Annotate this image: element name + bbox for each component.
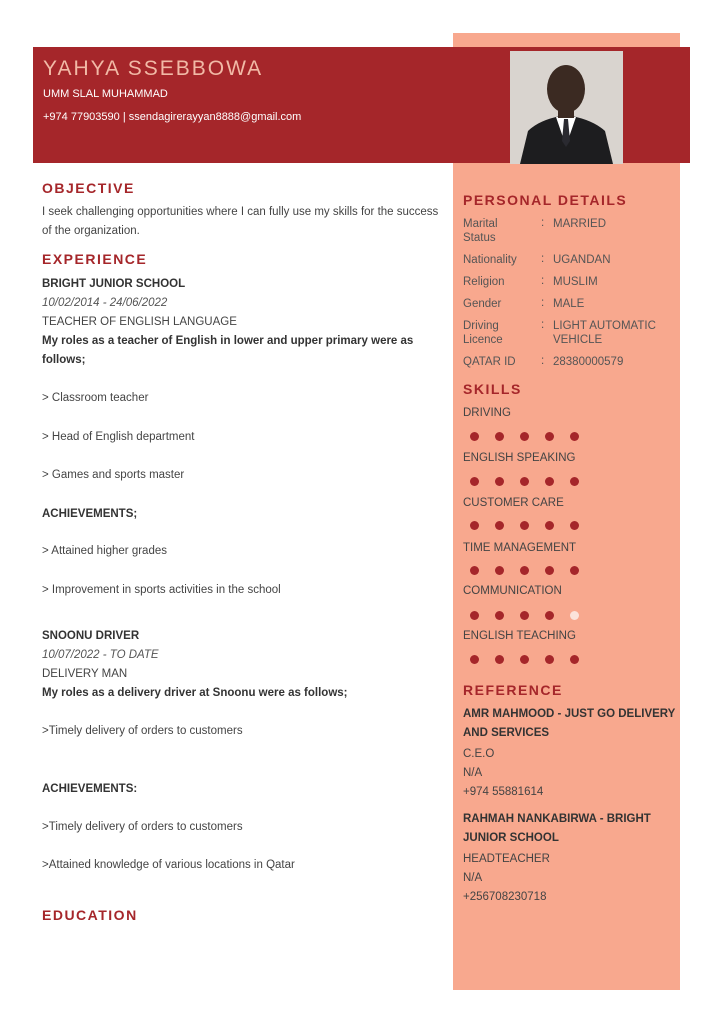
achievements-heading: ACHIEVEMENTS: <box>42 783 138 795</box>
personal-colon: : <box>541 275 545 287</box>
personal-value: MUSLIM <box>553 276 598 288</box>
skill-dot <box>495 477 504 486</box>
profile-photo-image <box>510 51 623 164</box>
personal-colon: : <box>541 355 545 367</box>
achievement-item: >Timely delivery of orders to customers <box>42 821 243 833</box>
skill-dot <box>520 655 529 664</box>
skill-dot <box>520 566 529 575</box>
objective-heading: OBJECTIVE <box>42 180 135 196</box>
skill-dot <box>520 611 529 620</box>
skill-dot <box>570 611 579 620</box>
skill-dot <box>520 521 529 530</box>
personal-colon: : <box>541 253 545 265</box>
skill-name: DRIVING <box>463 407 511 419</box>
skill-dot <box>470 477 479 486</box>
job-intro: My roles as a delivery driver at Snoonu were as follows; <box>42 687 348 699</box>
personal-details-heading: PERSONAL DETAILS <box>463 192 628 208</box>
reference-email: N/A <box>463 872 483 884</box>
personal-label: Marital Status <box>463 218 498 244</box>
job-duty: >Timely delivery of orders to customers <box>42 725 243 737</box>
personal-value: MALE <box>553 298 585 310</box>
skill-name: COMMUNICATION <box>463 585 562 597</box>
job-role: DELIVERY MAN <box>42 668 128 680</box>
reference-heading: REFERENCE <box>463 682 563 698</box>
skill-name: TIME MANAGEMENT <box>463 542 577 554</box>
job-employer: BRIGHT JUNIOR SCHOOL <box>42 278 186 290</box>
skill-name: CUSTOMER CARE <box>463 497 564 509</box>
experience-heading: EXPERIENCE <box>42 251 148 267</box>
skill-dot <box>495 611 504 620</box>
skill-dot <box>495 655 504 664</box>
skill-dot <box>570 432 579 441</box>
skill-dot <box>545 566 554 575</box>
personal-value: MARRIED <box>553 218 607 230</box>
candidate-name: YAHYA SSEBBOWA <box>43 57 264 80</box>
skill-dot <box>470 521 479 530</box>
profile-photo <box>510 51 623 164</box>
personal-value: LIGHT AUTOMATIC VEHICLE <box>553 320 656 346</box>
skill-dot <box>545 521 554 530</box>
skill-dot <box>545 611 554 620</box>
skill-dot <box>470 432 479 441</box>
skill-dot <box>520 477 529 486</box>
reference-name: AMR MAHMOOD - JUST GO DELIVERY AND SERVICES <box>463 708 676 739</box>
achievement-item: >Attained knowledge of various locations in Qatar <box>42 859 295 871</box>
skill-dot <box>545 432 554 441</box>
achievements-heading: ACHIEVEMENTS; <box>42 508 138 520</box>
reference-name: RAHMAH NANKABIRWA - BRIGHT JUNIOR SCHOOL <box>463 813 651 844</box>
education-heading: EDUCATION <box>42 907 138 923</box>
personal-colon: : <box>541 319 545 331</box>
skill-dot <box>570 477 579 486</box>
job-duty: > Classroom teacher <box>42 392 149 404</box>
candidate-contact: +974 77903590 | ssendagirerayyan8888@gmail.com <box>43 111 302 123</box>
reference-position: C.E.O <box>463 748 495 760</box>
skill-dot <box>495 521 504 530</box>
job-intro: My roles as a teacher of English in lower and upper primary were as follows; <box>42 335 414 366</box>
skill-dot <box>470 611 479 620</box>
skills-heading: SKILLS <box>463 381 522 397</box>
job-dates: 10/02/2014 - 24/06/2022 <box>42 297 168 309</box>
skill-dot <box>570 655 579 664</box>
skill-dot <box>470 566 479 575</box>
reference-position: HEADTEACHER <box>463 853 550 865</box>
personal-label: Religion <box>463 276 505 288</box>
skill-dot <box>545 477 554 486</box>
skill-dot <box>570 521 579 530</box>
job-employer: SNOONU DRIVER <box>42 630 140 642</box>
personal-label: Nationality <box>463 254 517 266</box>
skill-dot <box>520 432 529 441</box>
personal-value: UGANDAN <box>553 254 611 266</box>
achievement-item: > Attained higher grades <box>42 545 167 557</box>
objective-text: I seek challenging opportunities where I can fully use my skills for the success of the organization. <box>42 206 439 237</box>
personal-colon: : <box>541 217 545 229</box>
skill-name: ENGLISH TEACHING <box>463 630 576 642</box>
skill-dot <box>470 655 479 664</box>
candidate-location: UMM SLAL MUHAMMAD <box>43 88 168 100</box>
skill-dot <box>570 566 579 575</box>
personal-label: QATAR ID <box>463 356 516 368</box>
job-duty: > Games and sports master <box>42 469 185 481</box>
personal-value: 28380000579 <box>553 356 624 368</box>
reference-phone: +256708230718 <box>463 891 547 903</box>
skill-name: ENGLISH SPEAKING <box>463 452 576 464</box>
job-duty: > Head of English department <box>42 431 195 443</box>
skill-dot <box>545 655 554 664</box>
personal-label: Gender <box>463 298 502 310</box>
personal-colon: : <box>541 297 545 309</box>
personal-label: Driving Licence <box>463 320 503 346</box>
skill-dot <box>495 566 504 575</box>
reference-phone: +974 55881614 <box>463 786 544 798</box>
job-role: TEACHER OF ENGLISH LANGUAGE <box>42 316 237 328</box>
reference-email: N/A <box>463 767 483 779</box>
achievement-item: > Improvement in sports activities in the school <box>42 584 281 596</box>
skill-dot <box>495 432 504 441</box>
job-dates: 10/07/2022 - TO DATE <box>42 649 159 661</box>
